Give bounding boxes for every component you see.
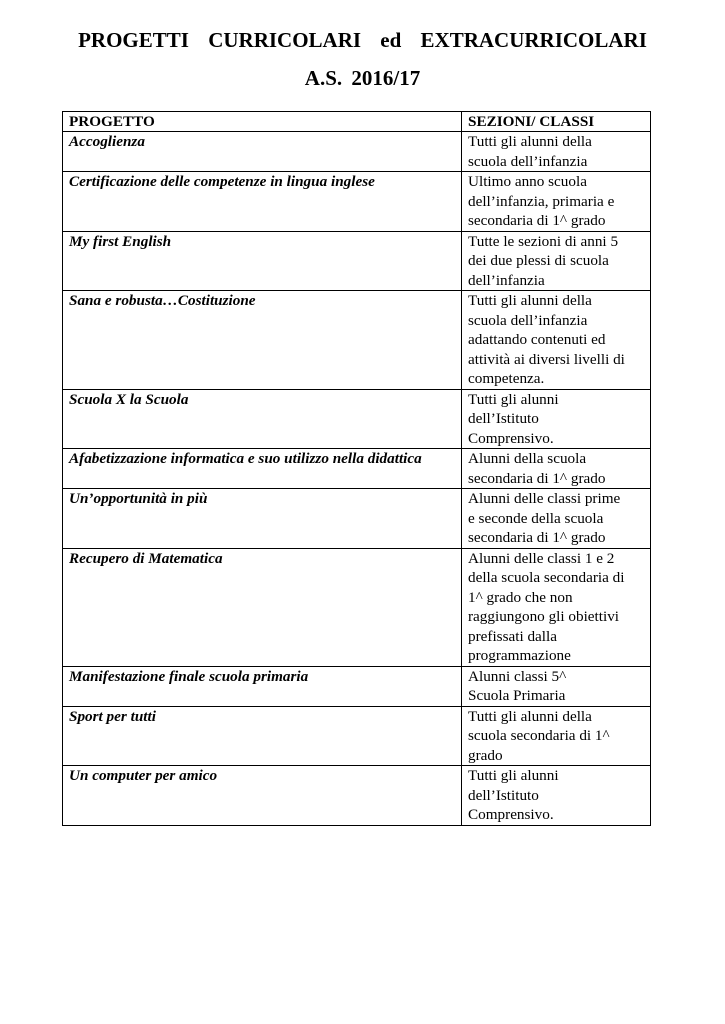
- project-name: Sana e robusta…Costituzione: [63, 291, 462, 390]
- project-classes: Alunni delle classi 1 e 2 della scuola secondaria di 1^ grado che non raggiungono gli obiettivi prefissati dalla programmazione: [462, 548, 651, 666]
- project-name: Scuola X la Scuola: [63, 389, 462, 449]
- project-name: Certificazione delle competenze in lingua inglese: [63, 172, 462, 232]
- project-classes: Alunni delle classi prime e seconde della scuola secondaria di 1^ grado: [462, 489, 651, 549]
- project-classes: Tutti gli alunni dell’Istituto Comprensivo.: [462, 389, 651, 449]
- project-name: Manifestazione finale scuola primaria: [63, 666, 462, 706]
- project-name: Accoglienza: [63, 132, 462, 172]
- table-row: [63, 449, 651, 489]
- table-row: [63, 172, 651, 232]
- project-name: My first English: [63, 231, 462, 291]
- table-row: [63, 291, 651, 390]
- school-year-subtitle: A.S. 2016/17: [304, 66, 421, 90]
- table-row: [63, 489, 651, 549]
- project-name: Afabetizzazione informatica e suo utilizzo nella didattica: [63, 449, 462, 489]
- header-project: PROGETTO: [63, 112, 462, 132]
- table-row: [63, 231, 651, 291]
- table-row: [63, 132, 651, 172]
- table-row: [63, 389, 651, 449]
- projects-table: [62, 111, 651, 826]
- project-classes: Ultimo anno scuola dell’infanzia, primaria e secondaria di 1^ grado: [462, 172, 651, 232]
- table-header-row: [63, 112, 651, 132]
- project-classes: Tutti gli alunni della scuola secondaria di 1^ grado: [462, 706, 651, 766]
- document-title: PROGETTI CURRICOLARI ed EXTRACURRICOLARI: [78, 28, 647, 52]
- project-classes: Tutti gli alunni dell’Istituto Comprensivo.: [462, 766, 651, 826]
- table-row: [63, 706, 651, 766]
- project-name: Recupero di Matematica: [63, 548, 462, 666]
- project-name: Un’opportunità in più: [63, 489, 462, 549]
- project-name: Un computer per amico: [63, 766, 462, 826]
- project-classes: Tutte le sezioni di anni 5 dei due plessi di scuola dell’infanzia: [462, 231, 651, 291]
- table-row: [63, 666, 651, 706]
- project-classes: Alunni della scuola secondaria di 1^ grado: [462, 449, 651, 489]
- project-classes: Tutti gli alunni della scuola dell’infanzia adattando contenuti ed attività ai diversi livelli di competenza.: [462, 291, 651, 390]
- project-name: Sport per tutti: [63, 706, 462, 766]
- table-row: [63, 766, 651, 826]
- header-classes: SEZIONI/ CLASSI: [462, 112, 651, 132]
- project-classes: Alunni classi 5^ Scuola Primaria: [462, 666, 651, 706]
- project-classes: Tutti gli alunni della scuola dell’infanzia: [462, 132, 651, 172]
- table-row: [63, 548, 651, 666]
